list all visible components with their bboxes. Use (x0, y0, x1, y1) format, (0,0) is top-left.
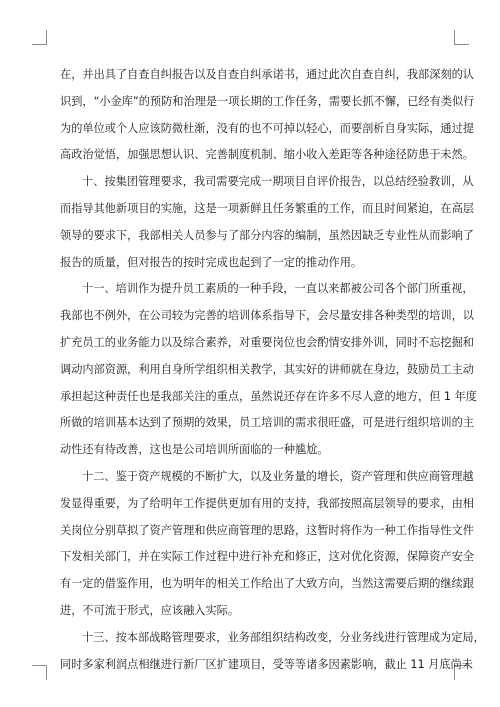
text-line: 发显得重要，为了给明年工作提供更加有用的支持，我部按照高层领导的要求，由相 (60, 496, 474, 510)
text-line: 所做的培训基本达到了预期的效果，员工培训的需求很旺盛，可是进行组织培训的主 (60, 416, 474, 430)
text-line: 领导的要求下，我部相关人员参与了部分内容的编制，虽然因缺乏专业性从而影响了 (60, 228, 474, 242)
text-line: 进，不可流于形式，应该融入实际。 (60, 603, 240, 617)
text-line: 关岗位分别草拟了资产管理和供应商管理的思路，这暂时将作为一种工作指导性文件 (60, 523, 474, 537)
crop-mark-top-right (454, 30, 469, 45)
text-line: 同时多家利润点相继进行新厂区扩建项目，受等等诸多因素影响，截止 11 月底尚未 (60, 657, 473, 671)
text-line: 有一定的借鉴作用，也为明年的相关工作给出了大致方向，当然这需要后期的继续跟 (60, 577, 474, 591)
text-line: 识到，“小金库”的预防和治理是一项长期的工作任务，需要长抓不懈，已经有类似行 (60, 94, 475, 108)
paragraph (60, 62, 475, 169)
text-line: 扩充员工的业务能力以及综合素养，对重要岗位也会酌情安排外训，同时不忘挖掘和 (60, 335, 474, 349)
text-line: 而指导其他新项目的实施，这是一项新鲜且任务繁重的工作，而且时间紧迫，在高层 (60, 201, 474, 215)
document-body (60, 62, 485, 678)
text-line: 动性还有待改善，这也是公司培训所面临的一种尴尬。 (60, 443, 329, 457)
paragraph (60, 625, 485, 679)
text-line: 十二、鉴于资产规模的不断扩大，以及业务量的增长，资产管理和供应商管理越 (82, 469, 474, 483)
paragraph (60, 169, 474, 276)
crop-mark-top-left (32, 30, 47, 45)
text-line: 十三、按本部战略管理要求，业务部组织结构改变，分业务线进行管理成为定局， (82, 630, 485, 644)
text-line: 高政治觉悟，加强思想认识、完善制度机制、缩小收入差距等各种途径防患于未然。 (60, 148, 474, 162)
text-line: 在，并出具了自查自纠报告以及自查自纠承诺书，通过此次自查自纠，我部深刻的认 (60, 68, 474, 81)
paragraph (60, 464, 474, 625)
text-line: 下发相关部门，并在实际工作过程中进行补充和修正，这对优化资源，保障资产安全 (60, 550, 474, 564)
paragraph (60, 276, 477, 464)
text-line: 十一、培训作为提升员工素质的一种手段，一直以来都被公司各个部门所重视， (82, 282, 474, 296)
text-line: 承担起这种责任也是我部关注的重点，虽然说还存在许多不尽人意的地方，但 1 年度 (60, 389, 477, 403)
text-line: 报告的质量，但对报告的按时完成也起到了一定的推动作用。 (60, 255, 363, 269)
text-line: 十、按集团管理要求，我司需要完成一期项目自评价报告，以总结经验教训，从 (82, 175, 474, 189)
crop-mark-bottom-left (32, 665, 47, 680)
text-line: 为的单位或个人应该防微杜渐，没有的也不可掉以轻心，而要剖析自身实际，通过提 (60, 121, 474, 135)
text-line: 我部也不例外，在公司较为完善的培训体系指导下，会尽量安排各种类型的培训，以 (60, 309, 474, 323)
text-line: 调动内部资源，利用自身所学组织相关教学，其实好的讲师就在身边，鼓励员工主动 (60, 362, 474, 376)
